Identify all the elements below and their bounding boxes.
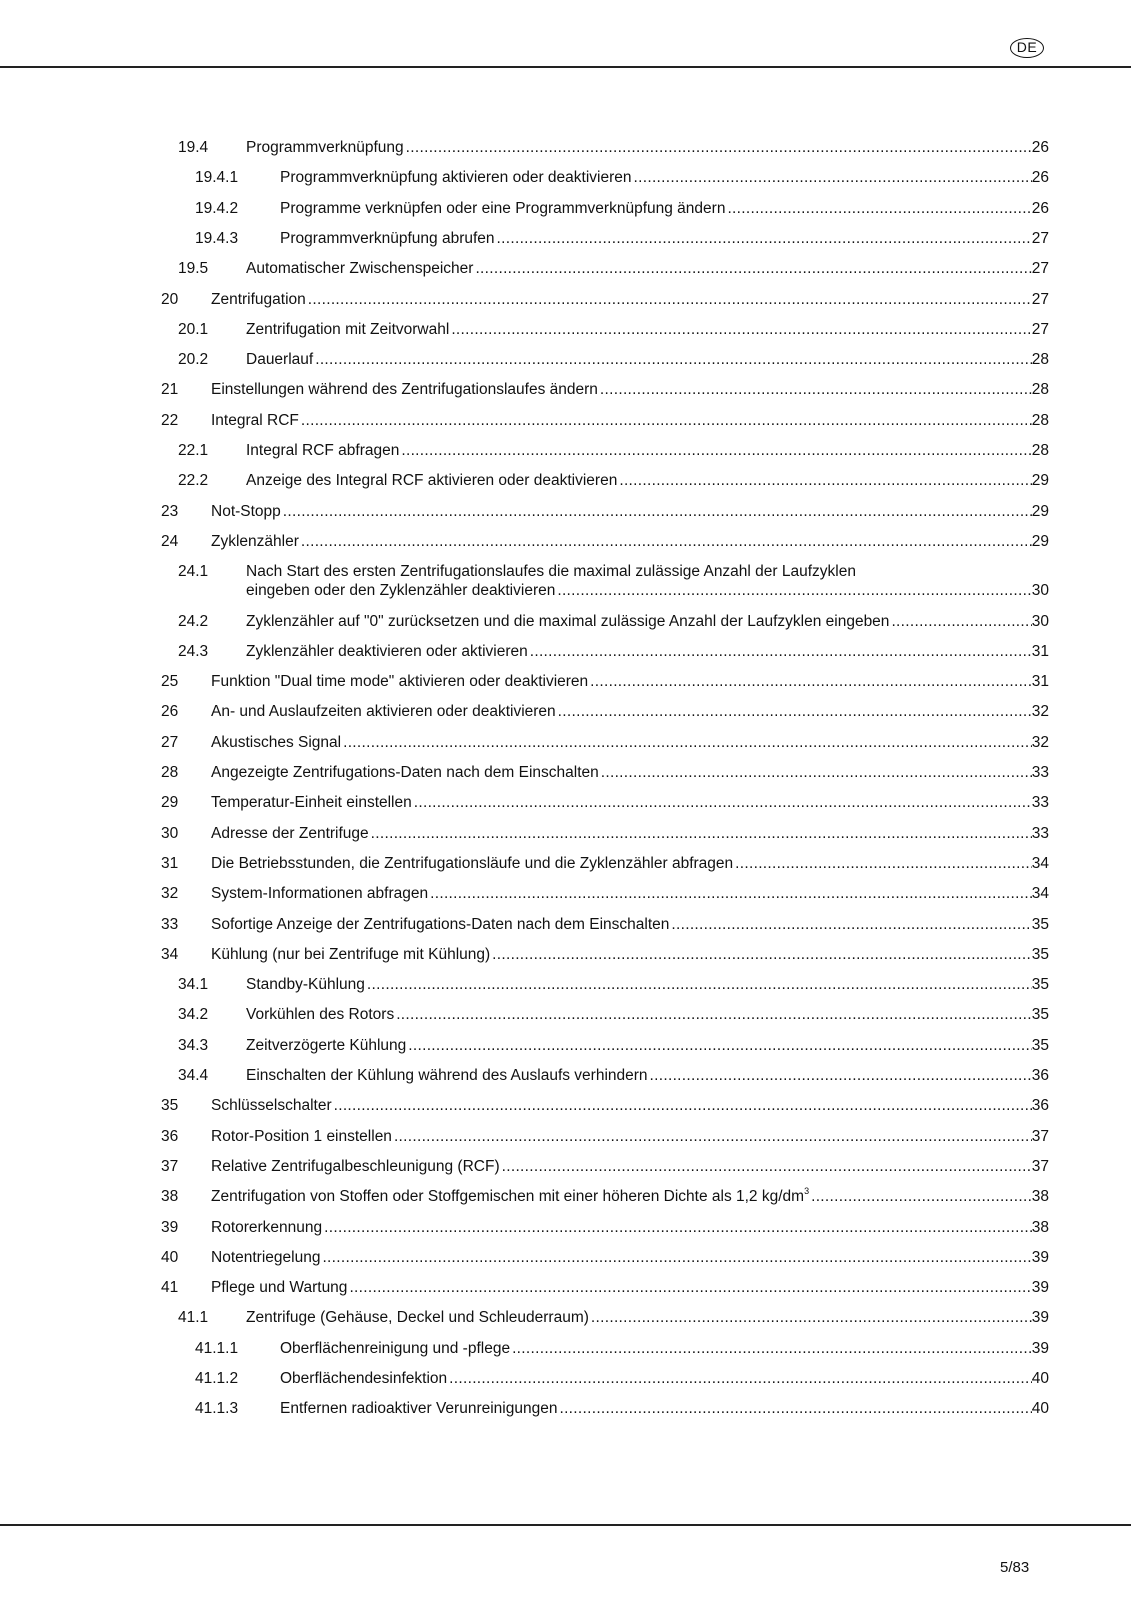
toc-entry-title: Oberflächendesinfektion	[280, 1370, 448, 1387]
toc-dot-leader	[512, 1339, 1032, 1358]
toc-dot-leader	[475, 259, 1031, 278]
toc-dot-leader	[591, 1308, 1032, 1327]
toc-dot-leader	[367, 975, 1032, 994]
toc-dot-leader	[559, 1399, 1031, 1418]
toc-entry-number: 34	[161, 945, 179, 963]
toc-dot-leader	[401, 441, 1031, 460]
language-badge: DE	[1010, 38, 1044, 58]
toc-dot-leader	[558, 702, 1032, 721]
toc-dot-leader	[735, 854, 1032, 873]
toc-entry-title: Integral RCF abfragen	[246, 442, 400, 459]
toc-dot-leader	[727, 199, 1031, 218]
toc-entry-number: 41.1.2	[195, 1370, 239, 1387]
toc-entry-title: Temperatur-Einheit einstellen	[211, 794, 412, 812]
toc-entry-number: 19.4	[178, 139, 209, 156]
toc-entry-page: 27	[1031, 260, 1049, 278]
toc-entry-page: 34	[1031, 854, 1049, 872]
toc-dot-leader	[430, 884, 1032, 903]
toc-entry-page: 28	[1031, 351, 1049, 369]
toc-dot-leader	[334, 1096, 1032, 1115]
toc-entry-title: eingeben oder den Zyklenzähler deaktivieren	[246, 582, 556, 600]
toc-entry-title: An- und Auslaufzeiten aktivieren oder deaktivieren	[211, 703, 556, 721]
toc-entry-page: 39	[1031, 1339, 1049, 1357]
toc-dot-leader	[449, 1369, 1032, 1388]
toc-dot-leader	[301, 411, 1032, 430]
toc-entry-title: Einschalten der Kühlung während des Auslaufs verhindern	[246, 1067, 648, 1084]
toc-entry-title: Anzeige des Integral RCF aktivieren oder deaktivieren	[246, 472, 618, 490]
toc-entry-page: 29	[1031, 532, 1049, 550]
toc-entry-page: 35	[1031, 915, 1049, 933]
toc-entry-number: 24.1	[178, 563, 209, 581]
toc-dot-leader	[301, 532, 1032, 551]
toc-entry-number: 24.2	[178, 612, 209, 630]
toc-entry-page: 32	[1031, 703, 1049, 721]
toc-dot-leader	[408, 1036, 1031, 1055]
toc-entry-page: 30	[1031, 612, 1049, 630]
toc-entry-title: Zyklenzähler	[211, 532, 299, 550]
toc-entry-number: 20	[161, 290, 179, 308]
toc-dot-leader	[451, 320, 1031, 339]
toc-entry-title: Zentrifugation von Stoffen oder Stoffgemischen mit einer höheren Dichte als 1,2 kg/dm	[211, 1188, 805, 1206]
toc-entry-number: 24.3	[178, 642, 209, 660]
toc-entry-title: Relative Zentrifugalbeschleunigung (RCF)	[211, 1157, 500, 1175]
toc-entry-number: 22.2	[178, 472, 209, 490]
toc-dot-leader	[315, 350, 1032, 369]
toc-entry-page: 26	[1031, 169, 1049, 187]
toc-entry-number: 34.1	[178, 976, 209, 994]
toc-entry-page: 34	[1031, 885, 1049, 903]
toc-entry-number: 36	[161, 1127, 179, 1145]
toc-entry-page: 28	[1031, 411, 1049, 429]
toc-dot-leader	[349, 1278, 1031, 1297]
toc-entry-number: 20.2	[178, 351, 209, 369]
toc-entry-title: Akustisches Signal	[211, 733, 342, 751]
page-number: 5/83	[1000, 1559, 1030, 1576]
toc-entry-title: Einstellungen während des Zentrifugationslaufes ändern	[211, 381, 598, 399]
toc-dot-leader	[600, 380, 1032, 399]
toc-entry-page: 33	[1031, 764, 1049, 781]
toc-dot-leader	[308, 290, 1032, 309]
toc-entry-number: 40	[161, 1248, 179, 1266]
toc-dot-leader	[343, 733, 1032, 752]
toc-entry-title: Rotor-Position 1 einstellen	[211, 1127, 392, 1145]
toc-entry-page: 27	[1031, 320, 1049, 338]
toc-entry-page: 35	[1031, 1006, 1049, 1024]
toc-entry-number: 41.1	[178, 1309, 209, 1327]
toc-entry-title: Dauerlauf	[246, 351, 314, 369]
toc-entry-title: Die Betriebsstunden, die Zentrifugationsläufe und die Zyklenzähler abfragen	[211, 854, 734, 872]
toc-entry-number: 19.5	[178, 260, 209, 278]
toc-entry-page: 33	[1031, 824, 1049, 842]
toc-entry-page: 30	[1031, 582, 1049, 600]
toc-entry-number: 19.4.2	[195, 199, 239, 217]
toc-entry-number: 38	[161, 1188, 179, 1206]
toc-entry-number: 29	[161, 794, 179, 812]
toc-dot-leader	[492, 945, 1032, 964]
toc-entry-number: 22	[161, 411, 179, 429]
toc-dot-leader	[671, 915, 1031, 934]
toc-entry-title: Standby-Kühlung	[246, 976, 365, 994]
toc-entry-page: 28	[1031, 381, 1049, 399]
toc-entry-title: Automatischer Zwischenspeicher	[246, 260, 474, 278]
toc-dot-leader	[891, 612, 1031, 631]
toc-entry-title: Funktion "Dual time mode" aktivieren oder deaktivieren	[211, 673, 589, 691]
toc-entry-title: Zyklenzähler auf "0" zurücksetzen und die maximal zulässige Anzahl der Laufzyklen eingeben	[246, 612, 890, 630]
toc-entry-superscript: 3	[804, 1186, 810, 1197]
toc-dot-leader	[502, 1157, 1032, 1176]
toc-entry-page: 36	[1031, 1067, 1049, 1084]
toc-entry-title: System-Informationen abfragen	[211, 885, 429, 903]
toc-entry-title: Vorkühlen des Rotors	[246, 1006, 395, 1024]
toc-entry-number: 31	[161, 854, 179, 872]
toc-entry-title: Integral RCF	[211, 411, 299, 429]
toc-dot-leader	[396, 1005, 1032, 1024]
toc-dot-leader	[283, 502, 1032, 521]
toc-dot-leader	[634, 168, 1032, 187]
toc-entry-page: 40	[1031, 1400, 1049, 1418]
toc-entry-page: 35	[1031, 1036, 1049, 1054]
toc-dot-leader	[530, 642, 1032, 661]
toc-entry-page: 28	[1031, 442, 1049, 459]
toc-dot-leader	[590, 672, 1032, 691]
toc-entry-title: Not-Stopp	[211, 502, 281, 520]
toc-entry-page: 29	[1031, 502, 1049, 520]
toc-dot-leader	[322, 1248, 1031, 1267]
footer-rule	[0, 1524, 1131, 1526]
toc-dot-leader	[414, 793, 1032, 812]
toc-entry-number: 26	[161, 703, 179, 721]
toc-entry-number: 25	[161, 673, 179, 691]
toc-entry-title: Sofortige Anzeige der Zentrifugations-Daten nach dem Einschalten	[211, 915, 670, 933]
toc-entry-number: 35	[161, 1097, 179, 1115]
toc-entry-page: 40	[1031, 1370, 1049, 1387]
toc-entry-number: 32	[161, 885, 179, 903]
toc-entry-page: 37	[1031, 1157, 1049, 1175]
toc-dot-leader	[811, 1187, 1032, 1206]
toc-entry-number: 34.3	[178, 1036, 209, 1054]
toc-entry-title: Schlüsselschalter	[211, 1097, 332, 1115]
toc-entry-title: Programme verknüpfen oder eine Programmverknüpfung ändern	[280, 199, 726, 217]
toc-entry-number: 41	[161, 1279, 179, 1297]
toc-entry-page: 39	[1031, 1248, 1049, 1266]
toc-entry-title: Zentrifugation mit Zeitvorwahl	[246, 320, 450, 338]
toc-entry-title: Programmverknüpfung aktivieren oder deaktivieren	[280, 169, 632, 187]
toc-entry-number: 22.1	[178, 442, 209, 459]
toc-entry-page: 33	[1031, 794, 1049, 812]
toc-dot-leader	[497, 229, 1032, 248]
toc-entry-title: Notentriegelung	[211, 1248, 321, 1266]
toc-dot-leader	[619, 471, 1031, 490]
toc-entry-title: Programmverknüpfung	[246, 139, 404, 156]
toc-entry-page: 32	[1031, 733, 1049, 751]
toc-entry-number: 30	[161, 824, 179, 842]
toc-entry-title: Entfernen radioaktiver Verunreinigungen	[280, 1400, 558, 1418]
toc-dot-leader	[650, 1066, 1032, 1085]
toc-entry-title: Zentrifuge (Gehäuse, Deckel und Schleuderraum)	[246, 1309, 589, 1327]
toc-entry-page: 39	[1031, 1309, 1049, 1327]
toc-entry-page: 36	[1031, 1097, 1049, 1115]
toc-entry-number: 21	[161, 381, 179, 399]
toc-dot-leader	[557, 581, 1031, 600]
toc-entry-page: 39	[1031, 1279, 1049, 1297]
toc-entry-page: 37	[1031, 1127, 1049, 1145]
toc-entry-number: 41.1.1	[195, 1339, 239, 1357]
toc-entry-page: 27	[1031, 229, 1049, 247]
toc-entry-title: Angezeigte Zentrifugations-Daten nach dem Einschalten	[211, 764, 599, 781]
toc-entry-page: 29	[1031, 472, 1049, 490]
toc-entry-page: 35	[1031, 976, 1049, 994]
toc-entry-page: 31	[1031, 642, 1049, 660]
toc-entry-number: 33	[161, 915, 179, 933]
toc-entry-title: Kühlung (nur bei Zentrifuge mit Kühlung)	[211, 945, 491, 963]
toc-entry-title: Pflege und Wartung	[211, 1279, 348, 1297]
toc-entry-number: 37	[161, 1157, 179, 1175]
toc-entry-page: 26	[1031, 199, 1049, 217]
toc-entry-title: Zentrifugation	[211, 290, 306, 308]
toc-entry-number: 19.4.1	[195, 169, 239, 187]
toc-entry-number: 34.2	[178, 1006, 209, 1024]
toc-entry-title: Oberflächenreinigung und -pflege	[280, 1339, 511, 1357]
toc-entry-title: Rotorerkennung	[211, 1218, 323, 1236]
toc-entry-page: 31	[1031, 673, 1049, 691]
toc-entry-number: 28	[161, 764, 179, 781]
toc-entry-number: 41.1.3	[195, 1400, 239, 1418]
toc-entry-title: Adresse der Zentrifuge	[211, 824, 369, 842]
toc-entry-title: Programmverknüpfung abrufen	[280, 229, 495, 247]
toc-entry-number: 19.4.3	[195, 229, 239, 247]
toc-entry-page: 26	[1031, 139, 1049, 156]
toc-entry-number: 34.4	[178, 1067, 209, 1084]
toc-dot-leader	[371, 824, 1032, 843]
toc-entry-page: 38	[1031, 1218, 1049, 1236]
toc-entry-title: Zyklenzähler deaktivieren oder aktivieren	[246, 642, 528, 660]
toc-entry-number: 23	[161, 502, 179, 520]
toc-dot-leader	[601, 763, 1032, 782]
toc-dot-leader	[406, 138, 1032, 157]
toc-dot-leader	[324, 1218, 1032, 1237]
toc-entry-number: 24	[161, 532, 179, 550]
toc-entry-page: 27	[1031, 290, 1049, 308]
toc-entry-page: 38	[1031, 1188, 1049, 1206]
toc-entry-title-line1: Nach Start des ersten Zentrifugationslaufes die maximal zulässige Anzahl der Laufzyklen	[246, 563, 856, 581]
toc-dot-leader	[394, 1127, 1032, 1146]
toc-entry-number: 39	[161, 1218, 179, 1236]
toc-entry-number: 27	[161, 733, 179, 751]
toc-entry-page: 35	[1031, 945, 1049, 963]
toc-entry-number: 20.1	[178, 320, 209, 338]
toc-entry-title: Zeitverzögerte Kühlung	[246, 1036, 407, 1054]
